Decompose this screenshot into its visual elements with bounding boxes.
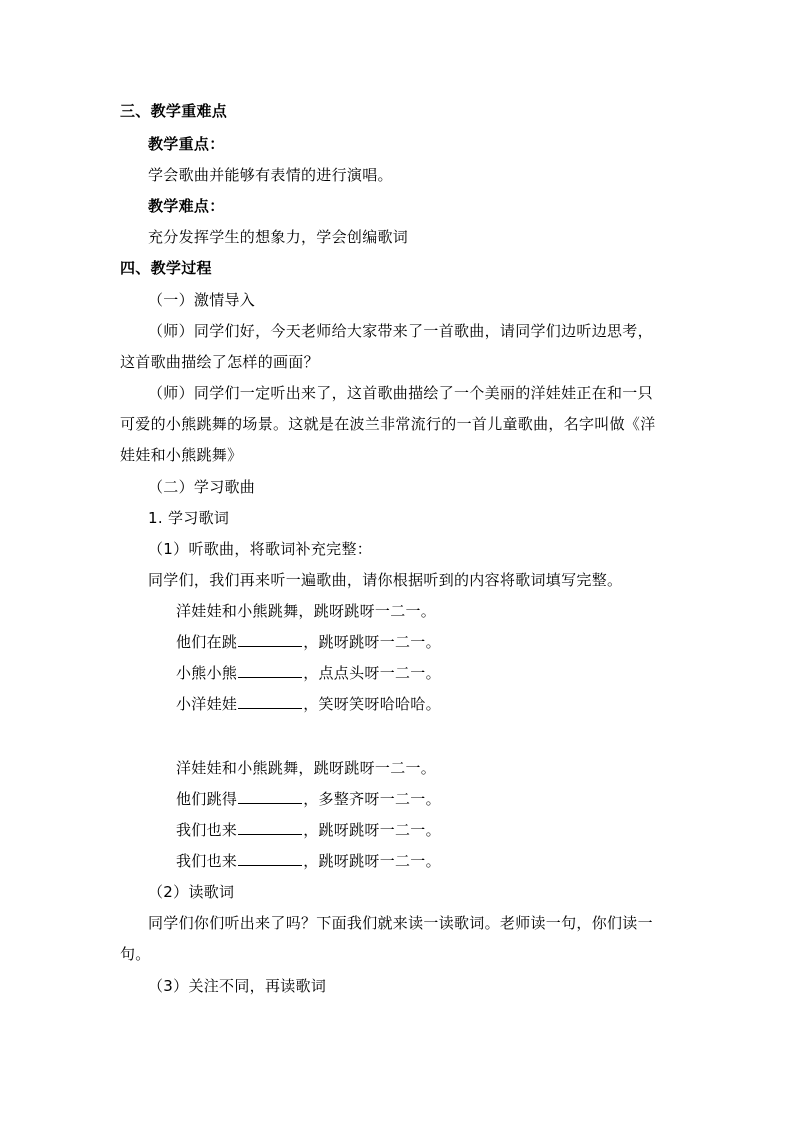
- lyric-text: 我们也来: [176, 852, 238, 870]
- lyric-blank[interactable]: [238, 632, 302, 647]
- lyric-text: 洋娃娃和小熊跳舞，跳呀跳呀一二一。: [176, 759, 437, 777]
- lyric-text: ，笑呀笑呀哈哈哈。: [303, 695, 441, 713]
- lyric-line: [176, 789, 441, 809]
- item-1-title: 1. 学习歌词: [148, 509, 230, 527]
- lyric-text: 小洋娃娃: [176, 695, 238, 713]
- lyric-line: [176, 820, 441, 840]
- lyric-text: ，跳呀跳呀一二一。: [303, 821, 441, 839]
- lyric-blank[interactable]: [238, 820, 302, 835]
- lyric-text: 我们也来: [176, 821, 238, 839]
- lyric-line: [176, 694, 441, 714]
- part-1-paragraph-2-line-2: 可爱的小熊跳舞的场景。这就是在波兰非常流行的一首儿童歌曲，名字叫做《洋: [120, 415, 656, 433]
- part-1-paragraph-1-line-1: （师）同学们好，今天老师给大家带来了一首歌曲，请同学们边听边思考，: [148, 322, 653, 340]
- lyric-text: 他们跳得: [176, 790, 238, 808]
- lyric-text: 洋娃娃和小熊跳舞，跳呀跳呀一二一。: [176, 602, 437, 620]
- sub-1-text: 同学们，我们再来听一遍歌曲，请你根据听到的内容将歌词填写完整。: [148, 571, 623, 589]
- sub-3-title: （3）关注不同，再读歌词: [148, 977, 327, 995]
- lyric-blank[interactable]: [238, 663, 302, 678]
- lyric-text: ，点点头呀一二一。: [303, 664, 441, 682]
- section-3-heading: 三、教学重难点: [120, 102, 228, 120]
- lyric-blank[interactable]: [238, 694, 302, 709]
- sub-2-line-1: 同学们你们听出来了吗？下面我们就来读一读歌词。老师读一句，你们读一: [148, 914, 653, 932]
- part-1-paragraph-2-line-1: （师）同学们一定听出来了，这首歌曲描绘了一个美丽的洋娃娃正在和一只: [148, 384, 653, 402]
- section-4-heading: 四、教学过程: [120, 259, 212, 277]
- difficulty-label: 教学难点：: [148, 197, 225, 215]
- lyric-text: ，跳呀跳呀一二一。: [303, 633, 441, 651]
- key-point-label: 教学重点：: [148, 135, 225, 153]
- part-2-title: （二）学习歌曲: [148, 478, 256, 496]
- part-1-title: （一）激情导入: [148, 291, 256, 309]
- lyric-text: ，跳呀跳呀一二一。: [303, 852, 441, 870]
- lyric-text: ，多整齐呀一二一。: [303, 790, 441, 808]
- part-1-paragraph-2-line-3: 娃娃和小熊跳舞》: [120, 446, 243, 464]
- key-point-text: 学会歌曲并能够有表情的进行演唱。: [148, 166, 393, 184]
- difficulty-text: 充分发挥学生的想象力，学会创编歌词: [148, 228, 409, 246]
- lyric-blank[interactable]: [238, 789, 302, 804]
- sub-2-title: （2）读歌词: [148, 883, 235, 901]
- lyric-blank[interactable]: [238, 851, 302, 866]
- lyric-line: [176, 663, 441, 683]
- lyric-text: 他们在跳: [176, 633, 238, 651]
- part-1-paragraph-1-line-2: 这首歌曲描绘了怎样的画面？: [120, 353, 319, 371]
- sub-1-title: （1）听歌曲，将歌词补充完整：: [148, 540, 373, 558]
- lyric-line: [176, 758, 436, 778]
- lyric-line: [176, 851, 441, 871]
- sub-2-line-2: 句。: [120, 945, 151, 963]
- lyric-text: 小熊小熊: [176, 664, 238, 682]
- lyric-line: [176, 632, 441, 652]
- lyric-line: [176, 601, 436, 621]
